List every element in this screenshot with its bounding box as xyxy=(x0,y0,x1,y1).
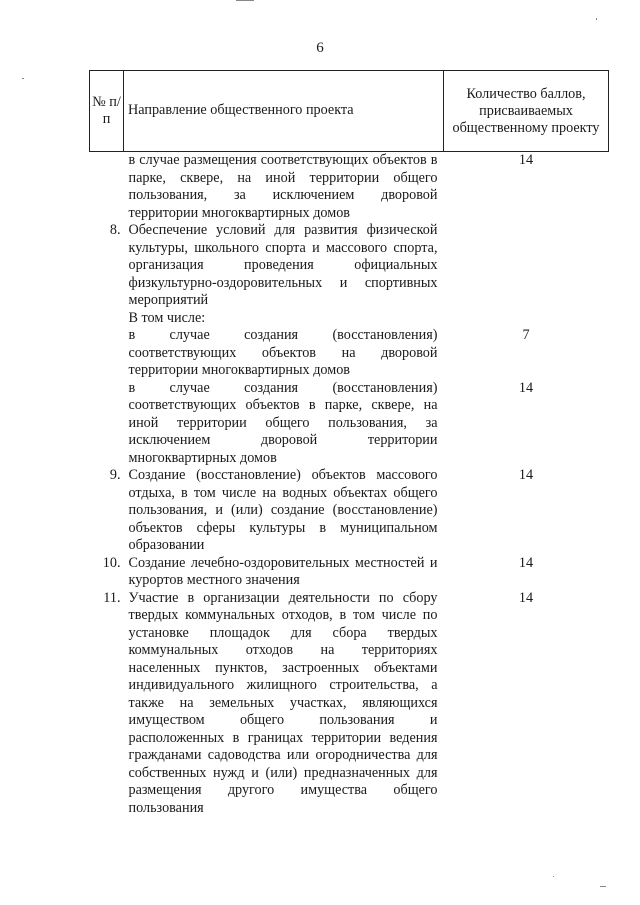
row-number xyxy=(90,327,124,380)
table-header-row xyxy=(90,71,609,152)
scan-speck xyxy=(553,876,554,877)
row-number: 11. xyxy=(103,589,121,606)
row-score: 14 xyxy=(518,467,534,483)
row-direction: Создание лечебно-оздоровительных местностей и курортов местного значения xyxy=(128,554,438,588)
row-direction: В том числе: xyxy=(128,309,206,326)
row-direction: в случае создания (восстановления) соответствующих объектов в парке, сквере, на иной территории общего пользования, за исключением дворовой территории многоквартирных домов xyxy=(128,379,438,466)
row-number xyxy=(90,310,124,328)
row-direction: в случае создания (восстановления) соответствующих объектов на дворовой территории многоквартирных домов xyxy=(128,327,438,378)
table-row xyxy=(90,467,609,555)
row-number: 8. xyxy=(109,222,121,238)
header-number: № п/п xyxy=(90,71,124,152)
row-direction: Создание (восстановление) объектов массового отдыха, в том числе на водных объектах общего пользования, и (или) создание (восстановление) объектов сферы культуры в муниципальном образовании xyxy=(128,467,438,553)
row-score xyxy=(444,310,609,328)
scan-speck xyxy=(22,78,24,79)
table-row xyxy=(90,555,609,590)
row-score: 14 xyxy=(518,379,534,396)
row-direction: Обеспечение условий для развития физической культуры, школьного спорта и массового спорта, организация проведения официальных физкультурно-оздоровительных и спортивных мероприятий xyxy=(128,222,438,308)
header-score: Количество баллов, присваиваемых общественному проекту xyxy=(444,71,609,152)
scan-speck xyxy=(600,886,606,887)
scan-speck xyxy=(236,0,254,1)
table-row xyxy=(90,310,609,328)
row-direction: в случае размещения соответствующих объектов в парке, сквере, на иной территории общего пользования, за исключением дворовой территории многоквартирных домов xyxy=(128,152,438,221)
row-number: 9. xyxy=(109,467,121,483)
row-direction: Участие в организации деятельности по сбору твердых коммунальных отходов, в том числе по установке площадок для сбора твердых коммунальных отходов на территориях населенных пунктов, застроенных объектами индивидуального жилищного строительства, а также на земельных участках, являющихся имуществом общего пользования и расположенных в границах территории ведения гражданами садоводства или огородничества для собственных нужд и (или) предназначенных для размещения другого имущества общего пользования xyxy=(128,589,438,816)
table-row xyxy=(90,152,609,223)
row-score: 14 xyxy=(518,554,534,571)
row-number: 10. xyxy=(102,554,121,571)
row-score: 14 xyxy=(518,152,534,168)
table-row xyxy=(90,327,609,380)
table-row xyxy=(90,380,609,468)
table-row xyxy=(90,222,609,310)
row-number xyxy=(90,152,124,223)
row-score: 14 xyxy=(518,589,534,606)
table-row xyxy=(90,590,609,818)
row-number xyxy=(90,380,124,468)
header-direction: Направление общественного проекта xyxy=(124,71,444,152)
row-score xyxy=(444,222,609,310)
page-number: 6 xyxy=(316,40,324,56)
projects-score-table xyxy=(89,70,609,817)
scan-speck xyxy=(596,18,597,20)
row-score: 7 xyxy=(522,327,530,343)
